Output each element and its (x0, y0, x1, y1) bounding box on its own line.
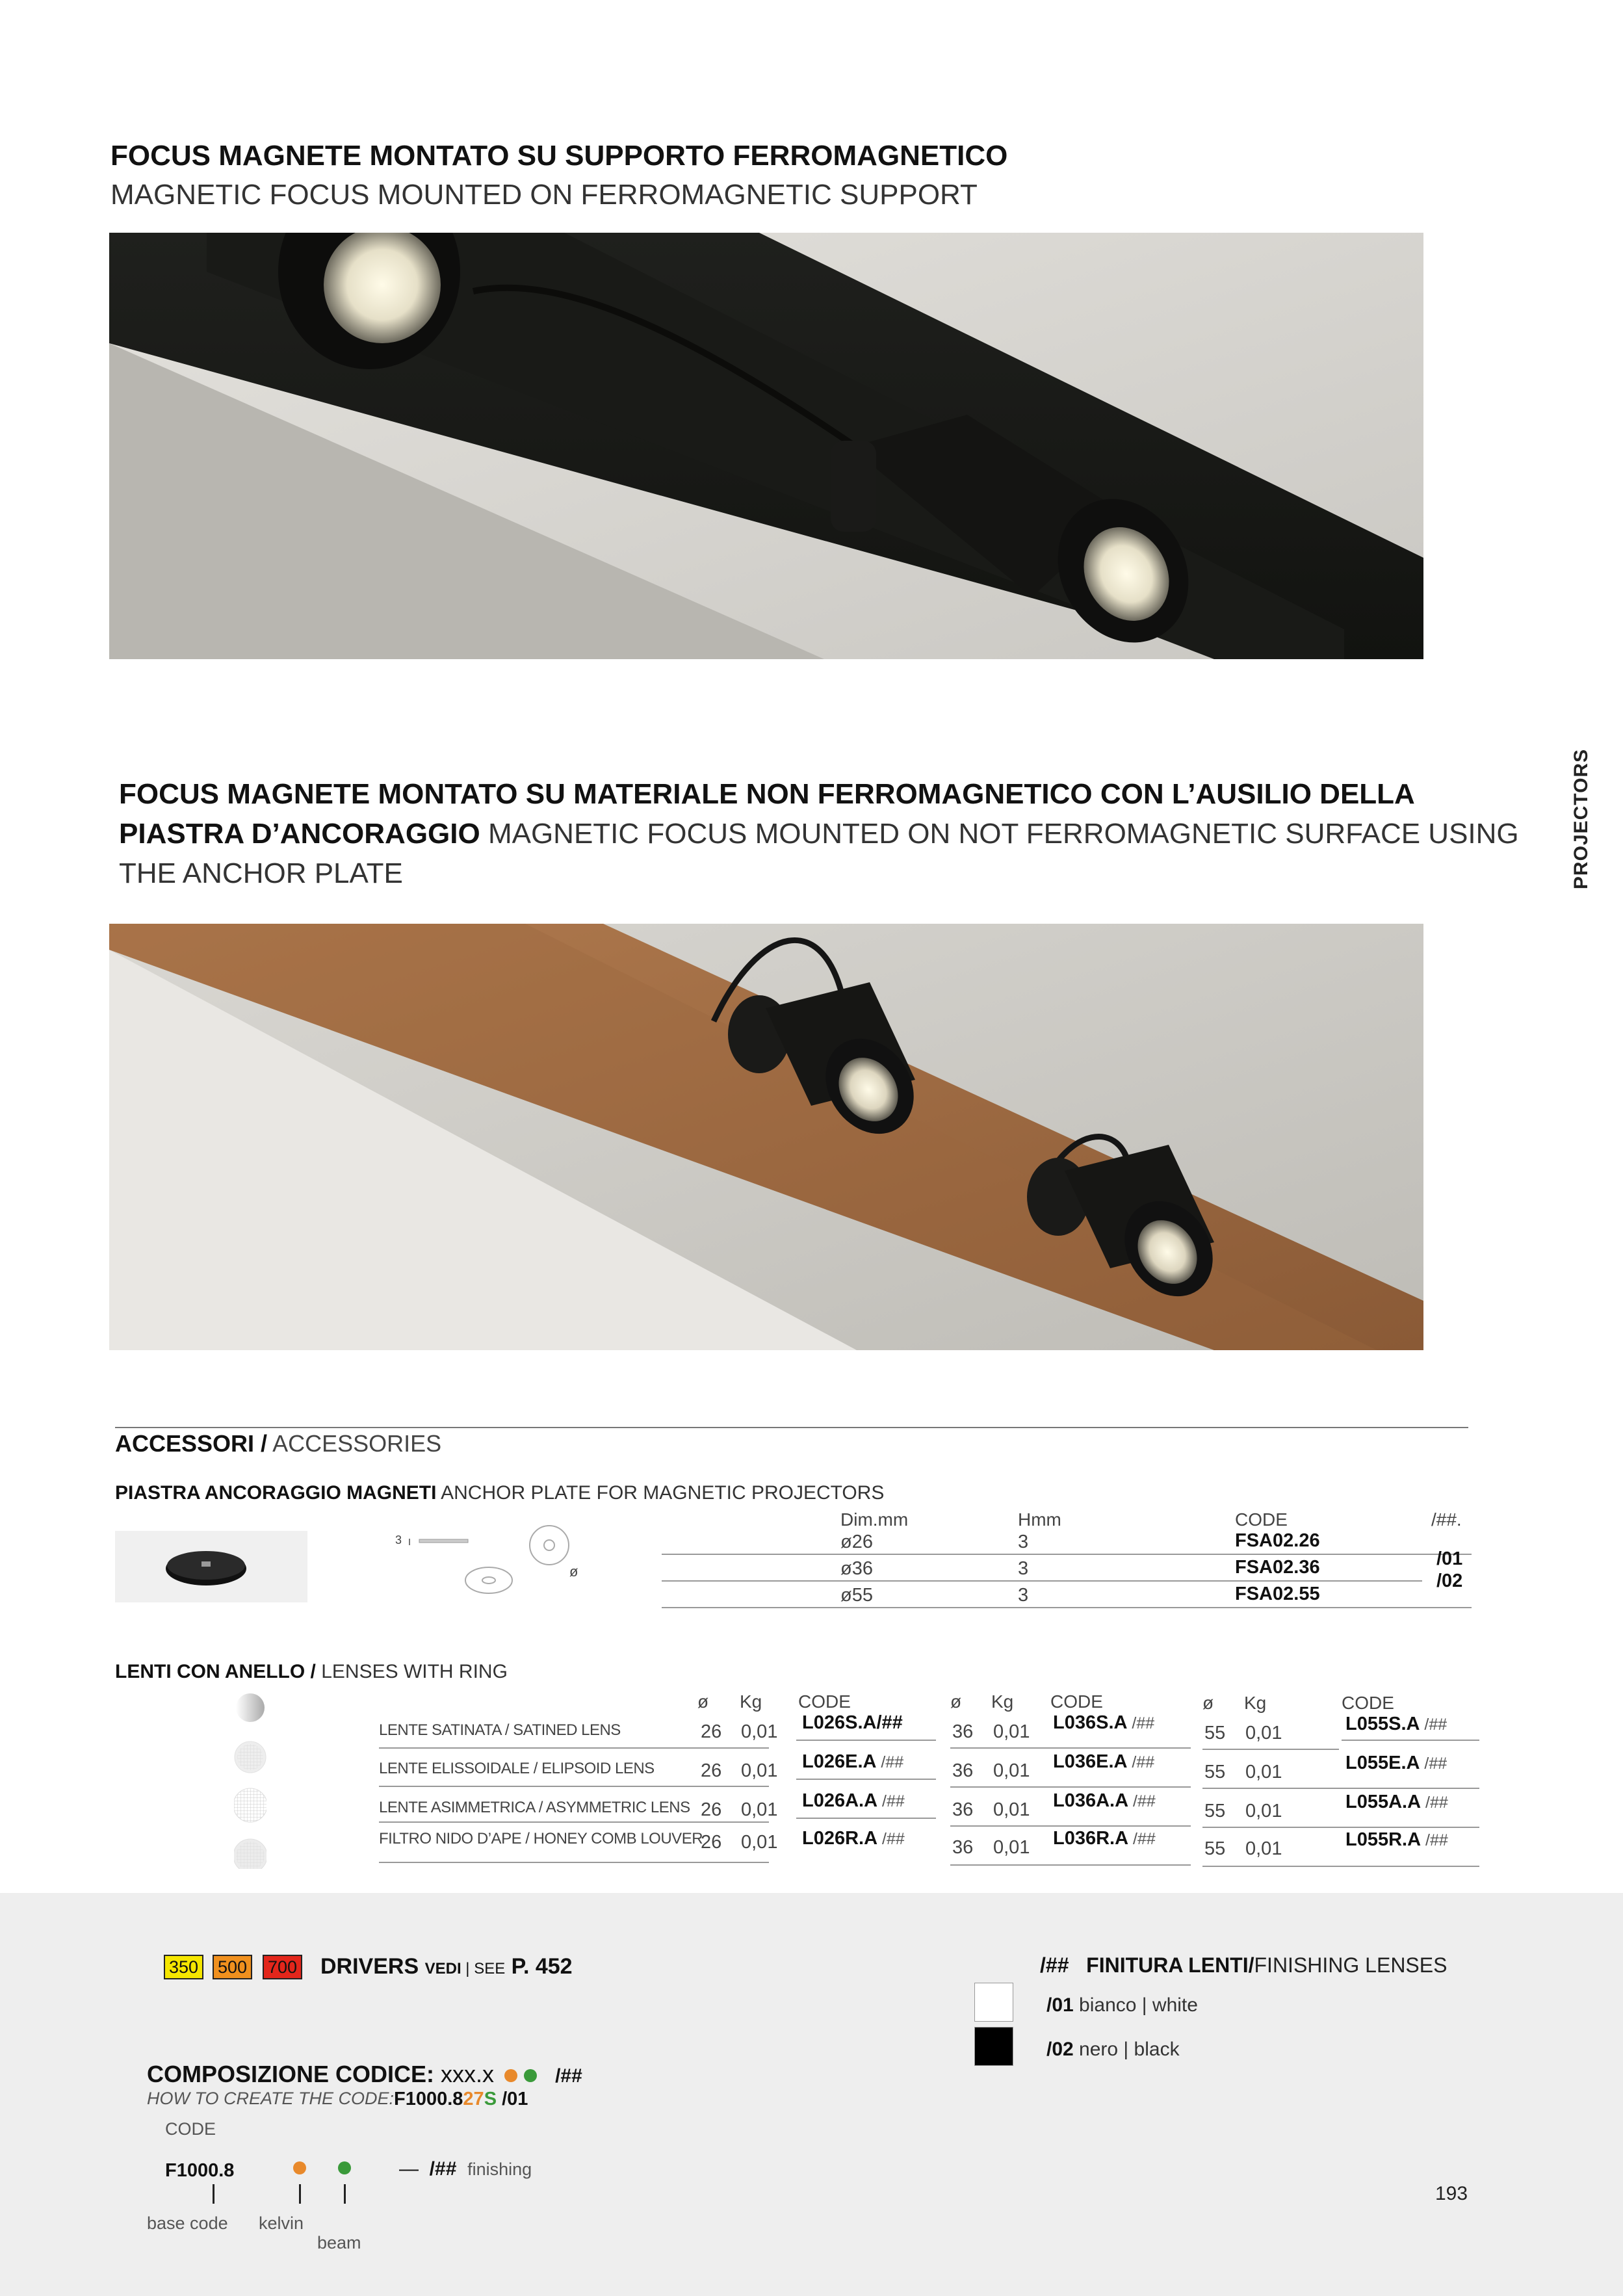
lens-g3-r4-kg: 0,01 (1245, 1838, 1282, 1859)
lens-g2-r4-diam: 36 (952, 1837, 974, 1858)
kelvin-tick (299, 2184, 301, 2204)
anchor-plate-product-image (115, 1531, 307, 1602)
lens-g3-r1-diam: 55 (1204, 1723, 1226, 1743)
finishing-code: — /## finishing (399, 2158, 532, 2180)
lens-g1-r2-kg: 0,01 (741, 1760, 778, 1781)
anchor-finish-01: /01 (1436, 1548, 1463, 1569)
lens-g1-header-code: CODE (798, 1691, 851, 1712)
table-row-divider (950, 1786, 1191, 1788)
beam-tick (344, 2184, 346, 2204)
anchor-row1-h: 3 (1018, 1532, 1029, 1552)
lens-g2-r4-code: L036R.A /## (1053, 1828, 1156, 1849)
lens-label-elipsoid: LENTE ELISSOIDALE / ELIPSOID LENS (379, 1760, 655, 1777)
label-kelvin: kelvin (259, 2213, 304, 2233)
anchor-row3-h: 3 (1018, 1585, 1029, 1606)
lens-g1-r4-code: L026R.A /## (802, 1828, 905, 1849)
lens-g1-r2-diam: 26 (701, 1760, 722, 1781)
lens-g2-r1-diam: 36 (952, 1721, 974, 1742)
anchor-row2-dim: ø36 (840, 1558, 873, 1579)
composition-title: COMPOSIZIONE CODICE: xxx.x /## (147, 2061, 582, 2087)
lens-g2-r1-kg: 0,01 (993, 1721, 1030, 1742)
photo-anchor-plate-wood-beam (109, 924, 1423, 1350)
lens-g2-r4-kg: 0,01 (993, 1837, 1030, 1858)
lens-g3-r3-diam: 55 (1204, 1801, 1226, 1821)
lens-g1-r1-code: L026S.A/## (802, 1712, 903, 1733)
kelvin-marker (293, 2161, 306, 2174)
kelvin-dot (504, 2069, 517, 2082)
lens-g1-r3-diam: 26 (701, 1799, 722, 1820)
lens-g1-r1-kg: 0,01 (741, 1721, 778, 1742)
table-row-divider (379, 1862, 769, 1863)
anchor-row3-dim: ø55 (840, 1585, 873, 1606)
finish-black: /02 nero | black (1046, 2039, 1180, 2060)
lens-g3-header-code: CODE (1342, 1693, 1394, 1713)
finish-white: /01 bianco | white (1046, 1994, 1198, 2016)
anchor-header-dim: Dim.mm (840, 1509, 909, 1530)
how-to-create-code: HOW TO CREATE THE CODE: (147, 2089, 395, 2108)
lens-g3-r1-kg: 0,01 (1245, 1723, 1282, 1743)
code-label: CODE (165, 2119, 216, 2139)
table-row-divider (1202, 1827, 1479, 1828)
drawing-dim-diameter: ø (569, 1563, 578, 1580)
table-row-divider (950, 1825, 1191, 1827)
section2-title-line2: PIASTRA D’ANCORAGGIO MAGNETIC FOCUS MOUNTED ON NOT FERROMAGNETIC SURFACE USING (119, 818, 1519, 850)
section1-title-en: MAGNETIC FOCUS MOUNTED ON FERROMAGNETIC SUPPORT (110, 179, 978, 211)
table-row-divider (950, 1864, 1191, 1866)
driver-badge-500: 500 (213, 1955, 252, 1979)
lens-g2-r2-kg: 0,01 (993, 1760, 1030, 1781)
lens-icons-column (234, 1693, 266, 1869)
accessories-divider (115, 1427, 1468, 1428)
lens-g1-r3-code: L026A.A /## (802, 1790, 905, 1811)
lens-g1-r3-kg: 0,01 (741, 1799, 778, 1820)
lens-g2-header-diam: ø (950, 1691, 962, 1712)
lens-g2-r3-code: L036A.A /## (1053, 1790, 1156, 1811)
table-row-divider (662, 1607, 1472, 1608)
lens-g2-r3-kg: 0,01 (993, 1799, 1030, 1820)
lens-label-asymmetric: LENTE ASIMMETRICA / ASYMMETRIC LENS (379, 1799, 690, 1816)
lens-label-honeycomb: FILTRO NIDO D’APE / HONEY COMB LOUVER (379, 1830, 703, 1847)
lens-g1-header-diam: ø (697, 1691, 709, 1712)
lens-g3-r4-diam: 55 (1204, 1838, 1226, 1859)
table-row-divider (796, 1779, 936, 1780)
base-code-tick (213, 2184, 214, 2204)
lens-g3-r2-kg: 0,01 (1245, 1762, 1282, 1782)
drivers-reference: DRIVERS VEDI | SEE P. 452 (320, 1954, 573, 1979)
table-row-divider (379, 1821, 769, 1823)
anchor-plate-technical-drawing (390, 1524, 591, 1609)
lens-g2-r3-diam: 36 (952, 1799, 974, 1820)
lens-g3-r1-code: L055S.A /## (1345, 1714, 1448, 1734)
lens-g3-r3-kg: 0,01 (1245, 1801, 1282, 1821)
lenses-title: LENTI CON ANELLO / LENSES WITH RING (115, 1661, 508, 1682)
table-row-divider (1202, 1866, 1479, 1867)
page-number: 193 (1435, 2183, 1468, 2204)
beam-dot (524, 2069, 537, 2082)
table-row-divider (950, 1747, 1191, 1749)
lens-g2-r2-code: L036E.A /## (1053, 1751, 1155, 1772)
swatch-white (974, 1983, 1013, 2022)
side-tab-projectors: PROJECTORS (1570, 748, 1592, 890)
drawing-dim-height: 3 (395, 1533, 402, 1546)
accessories-title: ACCESSORI / ACCESSORIES (115, 1430, 442, 1457)
lens-g1-r1-diam: 26 (701, 1721, 722, 1742)
anchor-header-h: Hmm (1018, 1509, 1061, 1530)
table-row-divider (1202, 1749, 1339, 1750)
label-base-code: base code (147, 2213, 228, 2233)
table-row-divider (662, 1580, 1422, 1582)
example-code: F1000.827S /01 (394, 2089, 528, 2109)
anchor-row1-dim: ø26 (840, 1532, 873, 1552)
driver-badge-350: 350 (164, 1955, 203, 1979)
lens-g3-r2-code: L055E.A /## (1345, 1753, 1448, 1773)
lens-g1-r4-kg: 0,01 (741, 1832, 778, 1853)
lens-g3-r2-diam: 55 (1204, 1762, 1226, 1782)
lens-g2-r1-code: L036S.A /## (1053, 1712, 1155, 1733)
section2-title-line1: FOCUS MAGNETE MONTATO SU MATERIALE NON FERROMAGNETICO CON L’AUSILIO DELLA (119, 778, 1415, 810)
anchor-header-code: CODE (1235, 1509, 1288, 1530)
anchor-plate-title: PIASTRA ANCORAGGIO MAGNETI ANCHOR PLATE FOR MAGNETIC PROJECTORS (115, 1482, 885, 1504)
anchor-finish-02: /02 (1436, 1571, 1463, 1591)
anchor-row1-code: FSA02.26 (1235, 1530, 1320, 1551)
table-row-divider (796, 1740, 936, 1741)
lens-g1-r2-code: L026E.A /## (802, 1751, 904, 1772)
table-row-divider (662, 1554, 1472, 1555)
anchor-row3-code: FSA02.55 (1235, 1584, 1320, 1604)
beam-marker (338, 2161, 351, 2174)
swatch-black (974, 2027, 1013, 2066)
lens-g2-header-kg: Kg (991, 1691, 1014, 1712)
lens-g3-header-diam: ø (1202, 1693, 1214, 1713)
table-row-divider (796, 1818, 936, 1819)
lens-g1-header-kg: Kg (740, 1691, 762, 1712)
section1-title-it: FOCUS MAGNETE MONTATO SU SUPPORTO FERROMAGNETICO (110, 140, 1008, 172)
finishing-lenses-title: /## FINITURA LENTI/FINISHING LENSES (1040, 1953, 1448, 1977)
base-code: F1000.8 (165, 2160, 235, 2181)
anchor-header-finish: /##. (1431, 1509, 1462, 1530)
lens-g1-r4-diam: 26 (701, 1832, 722, 1853)
lens-g2-r2-diam: 36 (952, 1760, 974, 1781)
anchor-row2-code: FSA02.36 (1235, 1557, 1320, 1578)
driver-badge-700: 700 (263, 1955, 302, 1979)
section2-title-line3: THE ANCHOR PLATE (119, 857, 403, 889)
lens-g3-header-kg: Kg (1244, 1693, 1267, 1713)
lens-g3-r3-code: L055A.A /## (1345, 1792, 1448, 1812)
lens-g3-r4-code: L055R.A /## (1345, 1829, 1448, 1850)
table-row-divider (379, 1747, 769, 1749)
anchor-row2-h: 3 (1018, 1558, 1029, 1579)
photo-ferromagnetic-track (109, 233, 1423, 659)
label-beam: beam (317, 2233, 361, 2252)
lens-g2-header-code: CODE (1050, 1691, 1103, 1712)
table-row-divider (1342, 1740, 1479, 1741)
table-row-divider (379, 1786, 769, 1787)
table-row-divider (1202, 1788, 1479, 1789)
lens-label-satined: LENTE SATINATA / SATINED LENS (379, 1721, 621, 1739)
